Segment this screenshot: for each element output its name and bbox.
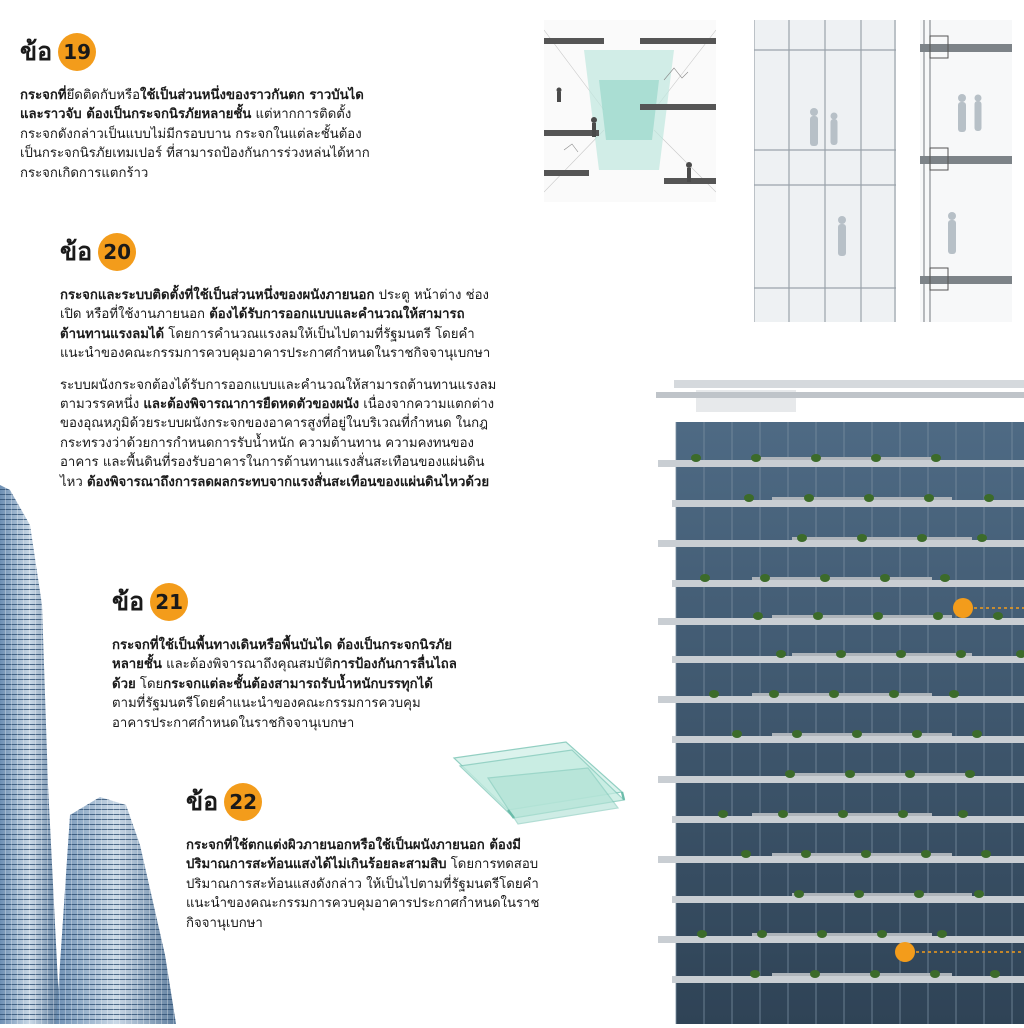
clause-body [20, 86, 375, 183]
bold-text: กระจกและระบบติดตั้งที่ใช้เป็นส่วนหนึ่งของผนังภายนอก [60, 288, 375, 303]
clause-body [186, 836, 548, 933]
clause-paragraph [60, 286, 507, 364]
clause-number-badge: 20 [98, 233, 136, 271]
clause-label: ข้อ [112, 587, 145, 616]
bold-text: ใช้เป็นส่วนหนึ่งของราวกันตก ราวบันได และราวจับ ต้องเป็นกระจกนิรภัยหลายชั้น [20, 88, 364, 123]
body-text: โดยการทดสอบปริมาณการสะท้อนแสงดังกล่าว ให้เป็นไปตามที่รัฐมนตรีโดยคำแนะนำของคณะกรรมการควบคุมอาคารประกาศกำหนดในราชกิจจานุเบกษา [186, 857, 540, 931]
clause-number-badge: 21 [150, 583, 188, 621]
clause-paragraph [186, 836, 548, 933]
bold-text: ต้องพิจารณาถึงการลดผลกระทบจากแรงสั่นสะเทือนของแผ่นดินไหวด้วย [86, 474, 490, 490]
body-text: โดย [135, 676, 164, 692]
body-text: ประตู หน้าต่าง ช่องเปิด หรือที่ใช้งานภายนอก [60, 288, 489, 323]
glass-sheets-icon [448, 738, 626, 828]
clause-number-badge: 22 [224, 783, 262, 821]
bold-text: กระจกที่ใช้ตกแต่งผิวภายนอกหรือใช้เป็นผนังภายนอก ต้องมีปริมาณการสะท้อนแสงได้ไม่เกินร้อยละสามสิบ [186, 838, 521, 873]
bold-text: ต้องได้รับการออกแบบและคำนวณให้สามารถต้านทานแรงลมได้ [60, 307, 465, 342]
body-text: ตามที่รัฐมนตรีโดยคำแนะนำของคณะกรรมการควบคุมอาคารประกาศกำหนดในราชกิจจานุเบกษา [112, 696, 421, 731]
glass-wall-elevation [754, 20, 896, 322]
office-building-render [656, 380, 1024, 1024]
callout-marker [953, 598, 973, 618]
clause-paragraph [60, 376, 507, 492]
body-text: และต้องพิจารณาถึงคุณสมบัติ [161, 657, 333, 673]
railing-interior-illustration [544, 20, 716, 202]
clause-20 [60, 232, 507, 504]
glass-wall-section [920, 20, 1012, 322]
bold-text: กระจกที่ใช้เป็นพื้นทางเดินหรือพื้นบันได ต้องเป็นกระจกนิรภัยหลายชั้น [112, 638, 452, 673]
clause-label: ข้อ [186, 787, 219, 816]
callout-marker [895, 942, 915, 962]
bold-text: และต้องพิจารณาการยืดหดตัวของผนัง [143, 397, 360, 413]
body-text: ระบบผนังกระจกต้องได้รับการออกแบบและคำนวณให้สามารถต้านทานแรงลมตามวรรคหนึ่ง [60, 377, 497, 413]
bold-text: กระจกที่ [20, 88, 67, 103]
clause-body [60, 286, 507, 492]
bold-text: กระจกแต่ละชั้นต้องสามารถรับน้ำหนักบรรทุกได้ [163, 676, 433, 692]
bold-text: การป้องกันการลื่นไถลด้วย [112, 657, 457, 692]
clause-19 [20, 32, 375, 195]
clause-paragraph [20, 86, 375, 183]
body-text: โดยการคำนวณแรงลมให้เป็นไปตามที่รัฐมนตรี โดยคำแนะนำของคณะกรรมการควบคุมอาคารประกาศกำหนดในราชกิจจานุเบกษา [60, 326, 491, 362]
clause-number-badge: 19 [58, 33, 96, 71]
skyscraper-photo [0, 485, 176, 1024]
clause-label: ข้อ [60, 237, 93, 266]
body-text: ยึดติดกับหรือ [66, 88, 141, 103]
clause-label: ข้อ [20, 37, 53, 66]
body-text: แต่หากการติดตั้งกระจกดังกล่าวเป็นแบบไม่มีกรอบบาน กระจกในแต่ละชั้นต้องเป็นกระจกนิรภัยเทมเปอร์ ที่สามารถป้องกันการร่วงหล่นได้หากกระจกเกิดการแตกร้าว [20, 107, 370, 181]
body-text: เนื่องจากความแตกต่างของอุณหภูมิด้วยระบบผนังกระจกของอาคารสูงที่อยู่ในบริเวณที่กำหนด ในกฎกระทรวงว่าด้วยการกำหนดการรับน้ำหนัก ความต้านทาน ความคงทนของอาคาร และพื้นดินที่รองรับอาคารในการต้านทานแรงสั่นสะเทือนของแผ่นดินไหว [60, 397, 495, 490]
